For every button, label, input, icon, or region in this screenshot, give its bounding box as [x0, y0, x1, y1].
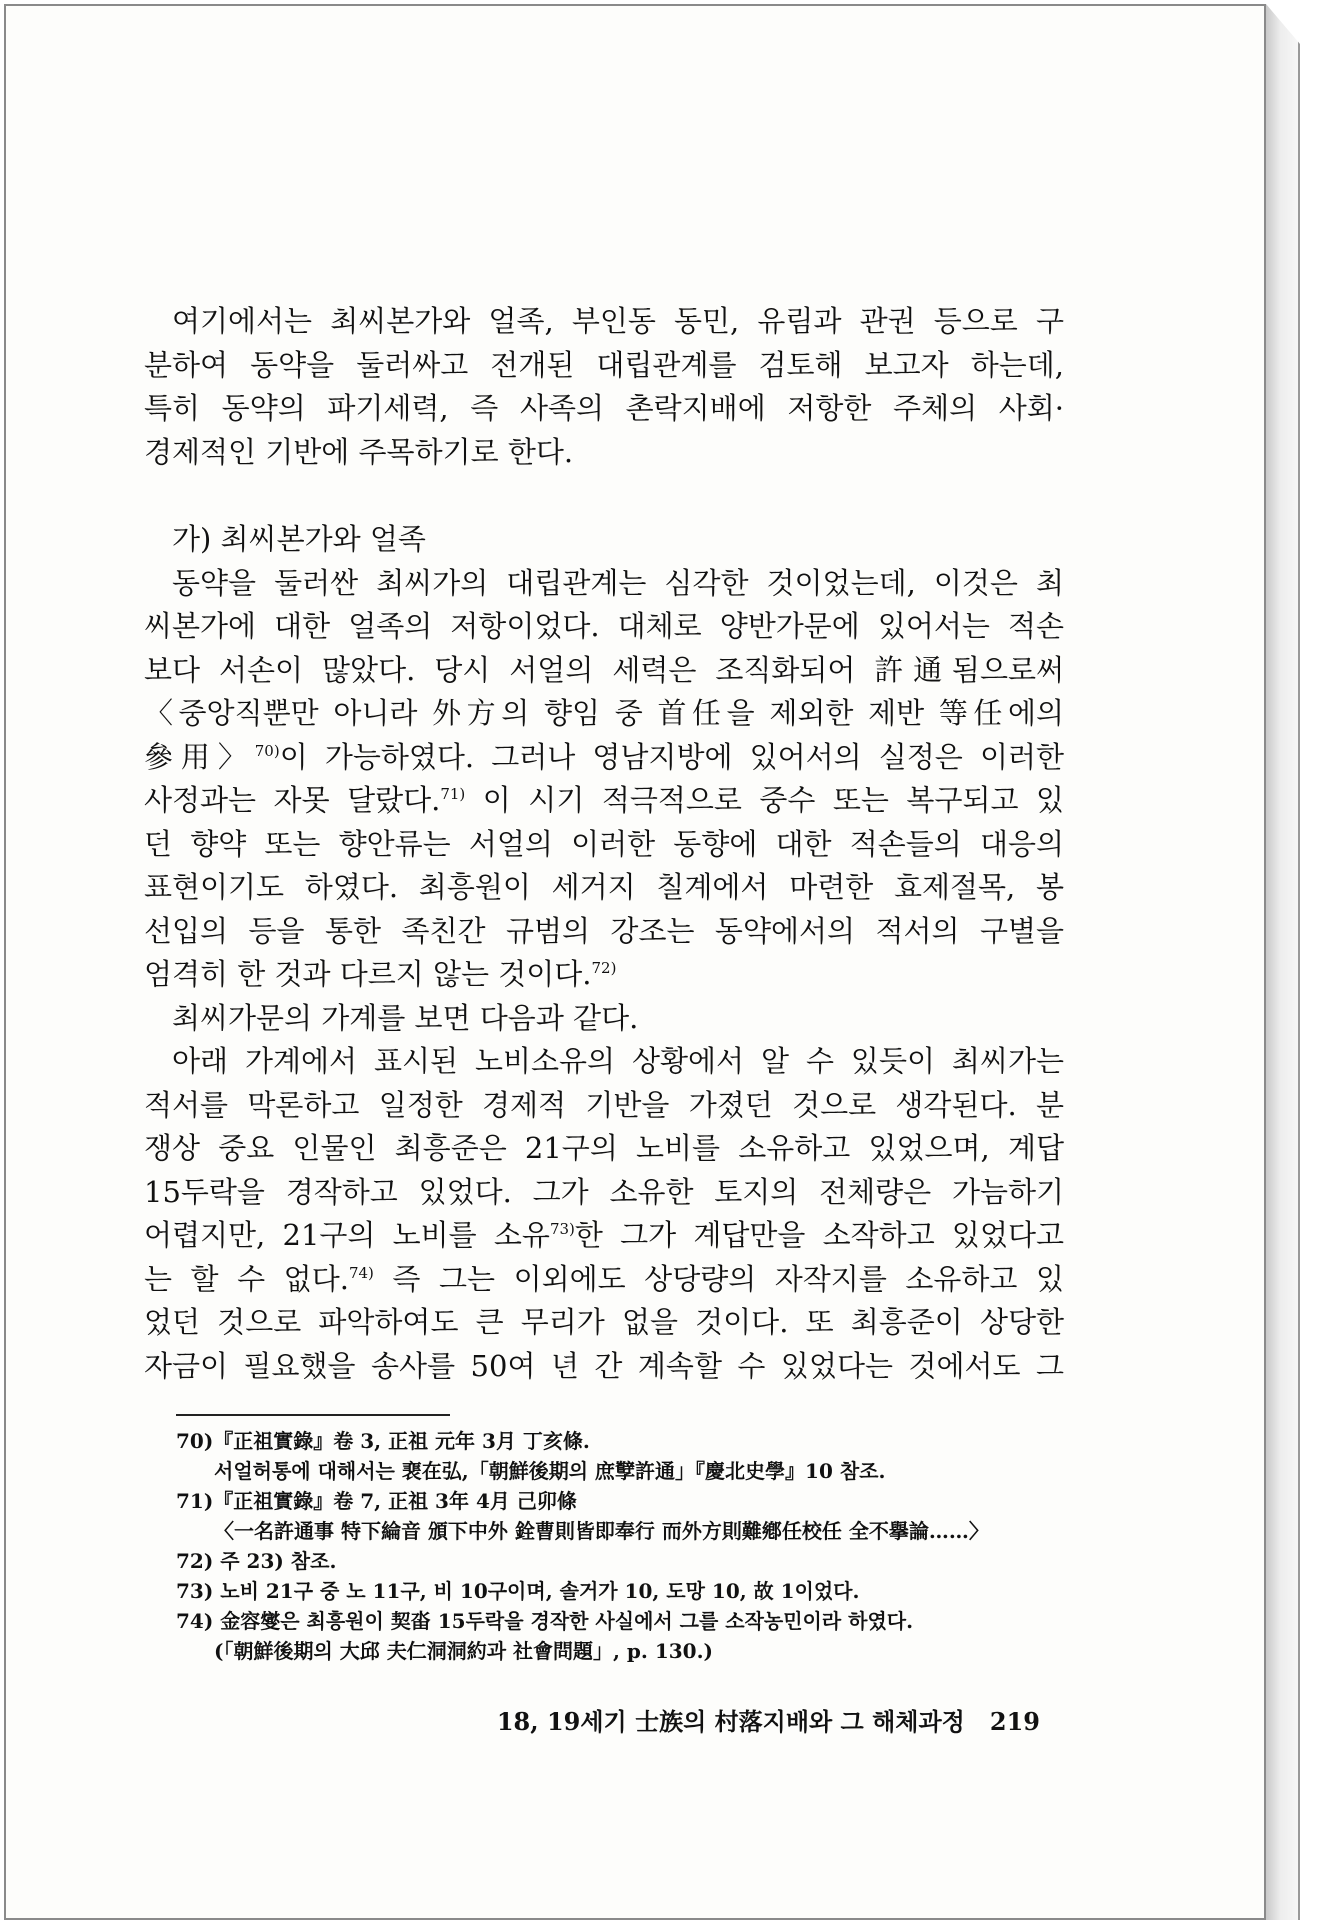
footnotes [176, 1426, 1066, 1666]
intro-line: 경제적인 기반에 주목하기로 한다. [144, 434, 574, 469]
text-run: 는 할 수 없다. [144, 1261, 349, 1296]
paragraph-line: 선입의 등을 통한 족친간 규범의 강조는 동약에서의 적서의 구별을 [144, 913, 1064, 948]
intro-line: 분하여 동약을 둘러싸고 전개된 대립관계를 검토해 보고자 하는데, [144, 347, 1064, 382]
text-run: 이 시기 적극적으로 중수 또는 복구되고 있 [465, 783, 1064, 817]
running-footer [480, 1702, 1040, 1737]
text-run: 한 그가 계답만을 소작하고 있었다고 [574, 1218, 1064, 1252]
footnote-70: 70)『正祖實錄』卷 3, 正祖 元年 3月 丁亥條. [176, 1429, 590, 1453]
page-fold-edge [1266, 4, 1300, 1920]
paragraph-line: 씨본가에 대한 얼족의 저항이었다. 대체로 양반가문에 있어서는 적손 [144, 609, 1064, 643]
text-run: 이 가능하였다. 그러나 영남지방에 있어서의 실정은 이러한 [279, 739, 1064, 774]
footnote-73: 73) 노비 21구 중 노 11구, 비 10구이며, 솔거가 10, 도망 10, 故 1이었다. [176, 1579, 860, 1603]
paragraph-line [144, 1214, 1064, 1258]
paragraph-line: 었던 것으로 파악하여도 큰 무리가 없을 것이다. 또 최흥준이 상당한 [144, 1305, 1064, 1339]
footnote-ref-72: 72) [591, 959, 617, 977]
footnote-ref-74: 74) [348, 1263, 374, 1282]
intro-line: 여기에서는 최씨본가와 얼족, 부인동 동민, 유림과 관권 등으로 구 [172, 304, 1064, 338]
paragraph-line [144, 736, 1064, 780]
paragraph-line: 15두락을 경작하고 있었다. 그가 소유한 토지의 전체량은 가늠하기 [144, 1174, 1064, 1209]
paragraph-line: 던 향약 또는 향안류는 서얼의 이러한 동향에 대한 적손들의 대응의 [144, 826, 1064, 861]
paragraph-line: 〈중앙직뿐만 아니라 外方의 향임 중 首任을 제외한 제반 等任에의 [144, 696, 1064, 730]
footnote-74-cont: (「朝鮮後期의 大邱 夫仁洞洞約과 社會問題」, p. 130.) [214, 1639, 714, 1663]
paragraph-line [144, 953, 1064, 997]
paragraph-line [144, 779, 1064, 823]
footnote-74: 74) 金容燮은 최흥원이 契畓 15두락을 경작한 사실에서 그를 소작농민이라 하였다. [176, 1609, 914, 1633]
paragraph-line: 적서를 막론하고 일정한 경제적 기반을 가졌던 것으로 생각된다. 분 [144, 1087, 1064, 1122]
footnote-ref-71: 71) [440, 785, 466, 803]
running-title: 18, 19세기 士族의 村落지배와 그 해체과정 [496, 1707, 965, 1736]
footnote-71-cont: 〈一名許通事 特下綸音 頒下中外 銓曹則皆即奉行 而外方則難鄕任校任 全不擧論……〉 [214, 1519, 989, 1543]
text-run: 어렵지만, 21구의 노비를 소유 [144, 1218, 550, 1252]
paragraph-line: 자금이 필요했을 송사를 50여 년 간 계속할 수 있었다는 것에서도 그 [144, 1348, 1064, 1383]
paragraph-line: 동약을 둘러싼 최씨가의 대립관계는 심각한 것이었는데, 이것은 최 [172, 565, 1064, 600]
page-corner [1266, 4, 1300, 44]
section-heading: 가) 최씨본가와 얼족 [172, 522, 426, 556]
text-run: 參用〉 [144, 739, 255, 774]
footnote-ref-73: 73) [549, 1220, 575, 1238]
footnote-70-cont: 서얼허통에 대해서는 裵在弘,「朝鮮後期의 庶孼許通」『慶北史學』10 참조. [214, 1459, 886, 1483]
footnote-divider [176, 1414, 450, 1416]
text-run: 사정과는 자못 달랐다. [144, 783, 441, 817]
paragraph-line [144, 1258, 1064, 1302]
page-number: 219 [989, 1707, 1040, 1736]
intro-line: 특히 동약의 파기세력, 즉 사족의 촌락지배에 저항한 주체의 사회· [144, 391, 1064, 425]
main-text [144, 300, 1064, 1388]
paragraph-line: 보다 서손이 많았다. 당시 서얼의 세력은 조직화되어 許通됨으로써 [144, 652, 1064, 687]
paragraph-line: 최씨가문의 가계를 보면 다음과 같다. [172, 1000, 639, 1035]
text-run: 즉 그는 이외에도 상당량의 자작지를 소유하고 있 [373, 1261, 1064, 1296]
paragraph-line: 아래 가계에서 표시된 노비소유의 상황에서 알 수 있듯이 최씨가는 [172, 1044, 1064, 1078]
footnote-72: 72) 주 23) 참조. [176, 1549, 337, 1573]
footnote-ref-70: 70) [254, 741, 280, 760]
paragraph-line: 표현이기도 하였다. 최흥원이 세거지 칠계에서 마련한 효제절목, 봉 [144, 870, 1064, 904]
text-run: 엄격히 한 것과 다르지 않는 것이다. [144, 957, 592, 991]
footnote-71: 71)『正祖實錄』卷 7, 正祖 3年 4月 己卯條 [176, 1489, 577, 1513]
paragraph-line: 쟁상 중요 인물인 최흥준은 21구의 노비를 소유하고 있었으며, 계답 [144, 1131, 1064, 1165]
